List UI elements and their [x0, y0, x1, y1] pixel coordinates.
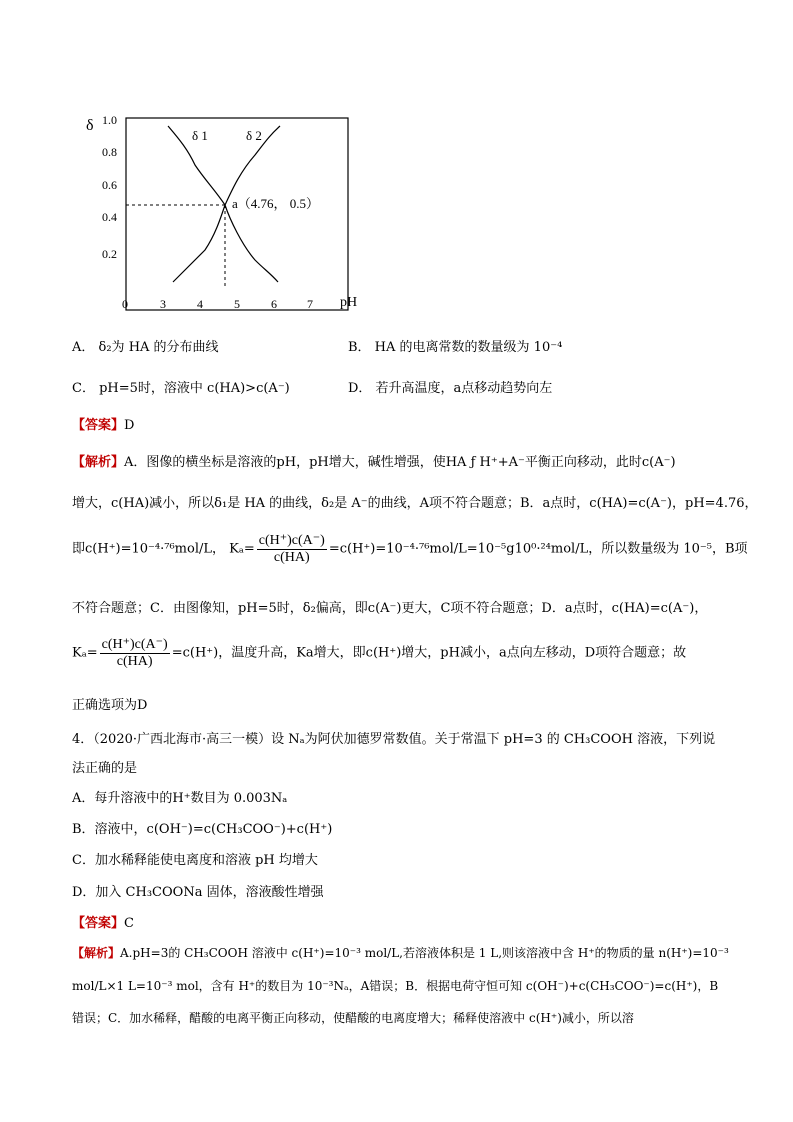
x-axis-label: pH	[340, 295, 358, 310]
option-c: C． pH=5时，溶液中 c(HA)>c(A⁻)	[72, 381, 290, 396]
answer-value-2: C	[124, 916, 134, 931]
y-tick-0.4: 0.4	[102, 210, 117, 224]
x-tick-5: 5	[234, 297, 240, 311]
question-4-option-b: B．溶液中，c(OH⁻)=c(CH₃COO⁻)+c(H⁺)	[72, 822, 333, 837]
x-tick-4: 4	[197, 297, 203, 311]
y-tick-0.6: 0.6	[102, 178, 117, 192]
answer-tag-2: 【答案】	[72, 916, 125, 931]
curve1-label: δ 1	[192, 128, 208, 143]
analysis-tag-2: 【解析】	[72, 946, 121, 960]
answer-1	[72, 414, 134, 433]
analysis-text-2: A.pH=3的 CH₃COOH 溶液中 c(H⁺)=10⁻³ mol/L,若溶液体积是 1 L,则该溶液中含 H⁺的物质的量 n(H⁺)=10⁻³	[120, 946, 729, 960]
ka-expression-end: =c(H⁺)=10⁻⁴·⁷⁶mol/L=10⁻⁵g10⁰·²⁴mol/L，所以数量级为 10⁻⁵，B项	[328, 541, 748, 557]
analysis-2-line-1	[72, 944, 729, 961]
y-tick-0.2: 0.2	[102, 247, 117, 261]
analysis-2-line-3: 错误；C．加水稀释，醋酸的电离平衡正向移动，使醋酸的电离度增大；稀释使溶液中 c(H⁺)减小，所以溶	[72, 1011, 634, 1025]
analysis-2-line-2: mol/L×1 L=10⁻³ mol，含有 H⁺的数目为 10⁻³Nₐ，A错误；B．根据电荷守恒可知 c(OH⁻)+c(CH₃COO⁻)=c(H⁺)，B	[72, 979, 719, 993]
analysis-tag: 【解析】	[72, 455, 125, 470]
analysis-1-line-2: 增大，c(HA)减小，所以δ₁是 HA 的曲线，δ₂是 A⁻的曲线，A项不符合题意；B．a点时，c(HA)=c(A⁻)，pH=4.76，	[72, 496, 758, 511]
question-4-stem-2: 法正确的是	[72, 761, 138, 776]
y-tick-0.8: 0.8	[102, 145, 117, 159]
fraction-denominator-2: c(HA)	[116, 654, 153, 669]
y-axis-label: δ	[86, 117, 94, 134]
answer-2	[72, 912, 134, 931]
question-4-stem-1: 4．（2020·广西北海市·高三一模）设 Nₐ为阿伏加德罗常数值。关于常温下 pH=3 的 CH₃COOH 溶液，下列说	[72, 732, 716, 747]
ka-expression-end-2: =c(H⁺)，温度升高，Ka增大，即c(H⁺)增大，pH减小，a点向左移动，D项符合题意；故	[171, 645, 687, 661]
analysis-1-line-1	[72, 451, 676, 470]
distribution-chart	[80, 110, 380, 320]
question-4-option-d: D．加入 CH₃COONa 固体，溶液酸性增强	[72, 885, 324, 900]
answer-value: D	[124, 418, 135, 433]
question-4-option-a: A．每升溶液中的H⁺数目为 0.003Nₐ	[72, 791, 288, 806]
ka-expression-start-2: Kₐ=	[72, 645, 98, 661]
curve2-label: δ 2	[246, 128, 262, 143]
ka-expression-start: 即c(H⁺)=10⁻⁴·⁷⁶mol/L， Kₐ=	[72, 541, 255, 557]
analysis-1-line-5	[72, 636, 686, 670]
plot-frame	[126, 118, 348, 310]
fraction-numerator-2: c(H⁺)c(A⁻)	[101, 637, 168, 652]
analysis-text: A．图像的横坐标是溶液的pH，pH增大，碱性增强，使HA ƒ H⁺+A⁻平衡正向移动，此时c(A⁻)	[124, 455, 676, 470]
x-tick-3: 3	[160, 297, 166, 311]
option-b: B． HA 的电离常数的数量级为 10⁻⁴	[348, 340, 563, 355]
point-a-label: a（4.76， 0.5）	[232, 196, 320, 211]
option-a: A． δ₂为 HA 的分布曲线	[72, 340, 219, 355]
fraction-denominator: c(HA)	[273, 550, 310, 565]
analysis-1-line-6: 正确选项为D	[72, 698, 148, 713]
question-4-option-c: C．加水稀释能使电离度和溶液 pH 均增大	[72, 853, 318, 868]
fraction-numerator: c(H⁺)c(A⁻)	[258, 533, 325, 548]
analysis-1-line-3	[72, 532, 748, 566]
analysis-1-line-4: 不符合题意；C．由图像知，pH=5时，δ₂偏高，即c(A⁻)更大，C项不符合题意；D．a点时，c(HA)=c(A⁻)，	[72, 601, 708, 616]
x-tick-0: 0	[122, 297, 128, 311]
option-d: D． 若升高温度，a点移动趋势向左	[348, 381, 553, 396]
x-tick-6: 6	[271, 297, 277, 311]
x-tick-7: 7	[307, 297, 313, 311]
ka-fraction-2	[100, 636, 170, 670]
answer-tag: 【答案】	[72, 418, 125, 433]
ka-fraction	[257, 532, 327, 566]
y-tick-1.0: 1.0	[102, 113, 117, 127]
